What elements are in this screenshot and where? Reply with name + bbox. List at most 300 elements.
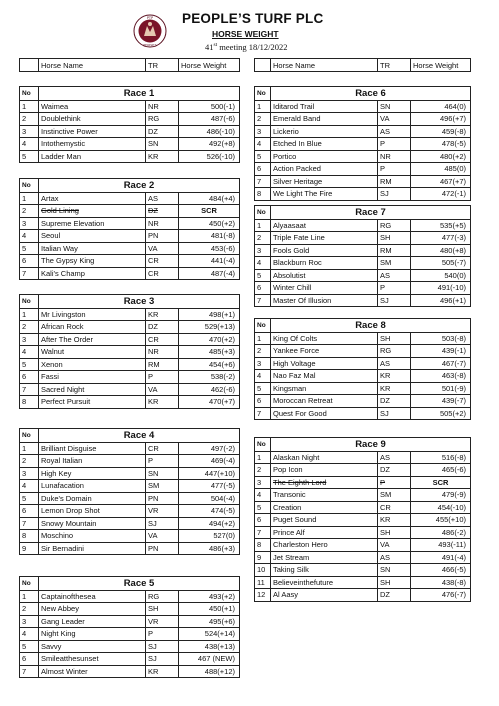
horse-name: Kingsman (271, 382, 378, 395)
horse-name: Triple Fate Line (271, 232, 378, 245)
race-header-row (255, 438, 471, 452)
trainer-code: SJ (378, 407, 411, 420)
horse-weight: 439(-1) (411, 345, 471, 358)
header-horse-weight: Horse Weight (179, 59, 240, 72)
horse-name: Smileatthesunset (39, 653, 146, 666)
horse-weight: 454(+6) (179, 358, 240, 371)
horse-weight: 540(0) (411, 269, 471, 282)
table-row (20, 150, 240, 163)
trainer-code: NR (378, 150, 411, 163)
horse-name: Believeinthefuture (271, 576, 378, 589)
table-row (255, 576, 471, 589)
horse-number: 7 (20, 517, 39, 530)
horse-number: 1 (20, 100, 39, 113)
race-table (254, 86, 471, 201)
table-row (20, 467, 240, 480)
horse-name: Al Aasy (271, 589, 378, 602)
horse-name: Absolutist (271, 269, 378, 282)
horse-name: Sacred Night (39, 383, 146, 396)
table-row (255, 332, 471, 345)
horse-number: 6 (20, 371, 39, 384)
horse-name: Royal Italian (39, 455, 146, 468)
race-header-row (20, 87, 240, 101)
header-tr: TR (146, 59, 179, 72)
trainer-code: NR (146, 100, 179, 113)
horse-name: Winter Chill (271, 282, 378, 295)
horse-name: Mr Livingston (39, 308, 146, 321)
race-table (19, 428, 240, 555)
trainer-code: AS (378, 269, 411, 282)
horse-weight: 497(-2) (179, 442, 240, 455)
horse-name: Almost Winter (39, 665, 146, 678)
horse-number: 3 (20, 615, 39, 628)
header-horse-weight: Horse Weight (411, 59, 471, 72)
trainer-code: SH (378, 526, 411, 539)
trainer-code: CR (146, 267, 179, 280)
horse-name: Artax (39, 192, 146, 205)
table-row (255, 244, 471, 257)
table-row (255, 100, 471, 113)
trainer-code: SH (378, 576, 411, 589)
horse-weight: 472(-1) (411, 188, 471, 201)
horse-weight: 467(+7) (411, 175, 471, 188)
horse-weight: 493(-11) (411, 539, 471, 552)
horse-number: 6 (20, 255, 39, 268)
horse-name: Intothemystic (39, 138, 146, 151)
table-row (255, 476, 471, 489)
trainer-code: VA (378, 113, 411, 126)
horse-number: 2 (255, 345, 271, 358)
horse-number: 5 (255, 269, 271, 282)
horse-number: 2 (20, 321, 39, 334)
trainer-code: SM (146, 480, 179, 493)
horse-name: Duke's Domain (39, 492, 146, 505)
trainer-code: CR (146, 442, 179, 455)
trainer-code: PN (146, 542, 179, 555)
horse-number: 3 (20, 333, 39, 346)
no-column-label: No (255, 206, 271, 220)
trainer-code: RM (378, 244, 411, 257)
horse-weight: 496(+1) (411, 294, 471, 307)
horse-name: We Light The Fire (271, 188, 378, 201)
horse-weight: 492(+8) (179, 138, 240, 151)
trainer-code: SJ (146, 517, 179, 530)
horse-weight: 477(-3) (411, 232, 471, 245)
horse-weight: 486(-10) (179, 125, 240, 138)
horse-number: 6 (20, 505, 39, 518)
horse-weight: 505(-7) (411, 257, 471, 270)
horse-weight: 501(-9) (411, 382, 471, 395)
horse-number: 8 (20, 396, 39, 409)
horse-number: 2 (255, 113, 271, 126)
trainer-code: RG (378, 345, 411, 358)
horse-name: Pop Icon (271, 464, 378, 477)
trainer-code: P (146, 371, 179, 384)
no-column-label: No (255, 87, 271, 101)
table-row (20, 308, 240, 321)
horse-number: 3 (20, 217, 39, 230)
horse-weight: 498(+1) (179, 308, 240, 321)
table-row (20, 125, 240, 138)
table-row (20, 603, 240, 616)
horse-weight: 476(-7) (411, 589, 471, 602)
horse-name: After The Order (39, 333, 146, 346)
horse-number: 1 (20, 590, 39, 603)
trainer-code: KR (146, 396, 179, 409)
horse-name: Doublethink (39, 113, 146, 126)
table-row (20, 217, 240, 230)
horse-weight: 524(+14) (179, 628, 240, 641)
document-title: HORSE WEIGHT (212, 29, 279, 39)
horse-number: 5 (255, 501, 271, 514)
horse-weight: 526(-10) (179, 150, 240, 163)
trainer-code: SJ (378, 294, 411, 307)
horse-weight: 463(-8) (411, 370, 471, 383)
horse-name: Alyaasaat (271, 219, 378, 232)
race-title: Race 8 (271, 319, 471, 333)
horse-name: High Voltage (271, 357, 378, 370)
horse-name: Action Packed (271, 163, 378, 176)
horse-number: 8 (20, 530, 39, 543)
table-row (255, 232, 471, 245)
horse-name: Gang Leader (39, 615, 146, 628)
horse-number: 10 (255, 564, 271, 577)
horse-name: African Rock (39, 321, 146, 334)
horse-name: Instinctive Power (39, 125, 146, 138)
horse-name: Italian Way (39, 242, 146, 255)
trainer-code: P (378, 163, 411, 176)
table-row (20, 653, 240, 666)
no-column-label: No (20, 87, 39, 101)
horse-name: Sir Bernadini (39, 542, 146, 555)
trainer-code: VA (146, 530, 179, 543)
horse-number: 5 (255, 150, 271, 163)
horse-weight: 439(-7) (411, 395, 471, 408)
trainer-code: DZ (378, 395, 411, 408)
trainer-code: P (378, 282, 411, 295)
horse-number: 8 (255, 188, 271, 201)
horse-name: Captainofthesea (39, 590, 146, 603)
horse-number: 5 (20, 150, 39, 163)
horse-number: 4 (255, 257, 271, 270)
no-column-label: No (20, 429, 39, 443)
horse-name: Nao Faz Mal (271, 370, 378, 383)
horse-weight: 480(+8) (411, 244, 471, 257)
horse-number: 4 (255, 489, 271, 502)
race-table (19, 86, 240, 163)
horse-name: Blackburn Roc (271, 257, 378, 270)
horse-weight: 453(-6) (179, 242, 240, 255)
horse-name: Yankee Force (271, 345, 378, 358)
trainer-code: DZ (378, 464, 411, 477)
trainer-code: P (378, 476, 411, 489)
horse-weight: 504(-4) (179, 492, 240, 505)
table-row (255, 113, 471, 126)
table-row (20, 242, 240, 255)
horse-number: 1 (20, 442, 39, 455)
header-tr: TR (378, 59, 411, 72)
table-row (20, 267, 240, 280)
horse-weight: 465(-6) (411, 464, 471, 477)
horse-weight: 488(+12) (179, 665, 240, 678)
horse-weight: 500(-1) (179, 100, 240, 113)
table-row (20, 517, 240, 530)
horse-name: Lemon Drop Shot (39, 505, 146, 518)
trainer-code: AS (146, 192, 179, 205)
table-row (255, 564, 471, 577)
table-row (255, 382, 471, 395)
race-header-row (255, 87, 471, 101)
horse-name: Prince Alf (271, 526, 378, 539)
race-header-row (255, 206, 471, 220)
horse-number: 1 (255, 100, 271, 113)
trainer-code: SH (146, 603, 179, 616)
svg-text:PEOPLE'S: PEOPLE'S (143, 43, 157, 47)
horse-number: 1 (20, 308, 39, 321)
horse-number: 4 (255, 138, 271, 151)
horse-weight: 486(-2) (411, 526, 471, 539)
horse-weight: 538(-2) (179, 371, 240, 384)
horse-name: Snowy Mountain (39, 517, 146, 530)
table-row (255, 357, 471, 370)
horse-weight: 464(0) (411, 100, 471, 113)
horse-weight: 479(-9) (411, 489, 471, 502)
trainer-code: KR (378, 514, 411, 527)
horse-number: 2 (255, 232, 271, 245)
horse-number: 4 (20, 480, 39, 493)
table-row (20, 640, 240, 653)
horse-weight: 493(+2) (179, 590, 240, 603)
horse-number: 5 (20, 242, 39, 255)
horse-name: Lickerio (271, 125, 378, 138)
trainer-code: DZ (146, 205, 179, 218)
column-header-right (254, 58, 471, 72)
trainer-code: KR (378, 382, 411, 395)
trainer-code: VA (146, 242, 179, 255)
horse-number: 6 (255, 395, 271, 408)
trainer-code: KR (378, 370, 411, 383)
horse-weight: 450(+2) (179, 217, 240, 230)
company-title: PEOPLE’S TURF PLC (182, 11, 324, 26)
horse-name: High Key (39, 467, 146, 480)
svg-text:PTP: PTP (146, 16, 154, 20)
horse-weight: 529(+13) (179, 321, 240, 334)
trainer-code: SM (378, 257, 411, 270)
trainer-code: P (146, 455, 179, 468)
horse-number: 9 (255, 551, 271, 564)
horse-number: 2 (20, 113, 39, 126)
horse-name: Moschino (39, 530, 146, 543)
horse-number: 3 (255, 125, 271, 138)
trainer-code: RG (146, 113, 179, 126)
horse-name: Emerald Band (271, 113, 378, 126)
table-row (20, 346, 240, 359)
trainer-code: CR (146, 255, 179, 268)
table-row (20, 542, 240, 555)
trainer-code: CR (146, 333, 179, 346)
trainer-code: VR (146, 505, 179, 518)
race-table (19, 178, 240, 280)
column-header-left (19, 58, 240, 72)
horse-weight: 467(-7) (411, 357, 471, 370)
trainer-code: SN (146, 138, 179, 151)
horse-name: Supreme Elevation (39, 217, 146, 230)
horse-name: Kali's Champ (39, 267, 146, 280)
horse-weight: 474(-5) (179, 505, 240, 518)
horse-name: The Gypsy King (39, 255, 146, 268)
race-table (254, 318, 471, 420)
horse-name: New Abbey (39, 603, 146, 616)
table-row (20, 480, 240, 493)
no-column-label: No (20, 295, 39, 309)
horse-number: 7 (255, 294, 271, 307)
table-row (255, 370, 471, 383)
horse-weight: 438(-8) (411, 576, 471, 589)
horse-weight: 485(+3) (179, 346, 240, 359)
no-column-label: No (255, 319, 271, 333)
horse-weight: 491(-10) (411, 282, 471, 295)
table-row (20, 665, 240, 678)
horse-name: King Of Colts (271, 332, 378, 345)
race-title: Race 3 (39, 295, 240, 309)
horse-number: 2 (20, 205, 39, 218)
trainer-code: DZ (146, 321, 179, 334)
horse-name: The Eighth Lord (271, 476, 378, 489)
horse-number: 7 (255, 407, 271, 420)
table-row (255, 150, 471, 163)
horse-weight: 455(+10) (411, 514, 471, 527)
trainer-code: SH (378, 332, 411, 345)
table-row (20, 530, 240, 543)
horse-weight: 487(-6) (179, 113, 240, 126)
race-title: Race 1 (39, 87, 240, 101)
table-row (20, 628, 240, 641)
horse-number: 12 (255, 589, 271, 602)
table-row (20, 615, 240, 628)
horse-weight: 491(-4) (411, 551, 471, 564)
horse-weight: 459(-8) (411, 125, 471, 138)
horse-weight: 441(-4) (179, 255, 240, 268)
table-row (255, 451, 471, 464)
table-row (20, 590, 240, 603)
table-row (20, 442, 240, 455)
horse-weight: 487(-4) (179, 267, 240, 280)
header-horse-name: Horse Name (271, 59, 378, 72)
race-table (254, 205, 471, 307)
race-header-row (20, 295, 240, 309)
trainer-code: P (146, 628, 179, 641)
horse-name: Jet Stream (271, 551, 378, 564)
horse-number: 3 (20, 125, 39, 138)
horse-number: 4 (20, 628, 39, 641)
trainer-code: SN (378, 564, 411, 577)
horse-number: 4 (20, 346, 39, 359)
trainer-code: RM (378, 175, 411, 188)
race-table (254, 437, 471, 602)
horse-weight: 470(+7) (179, 396, 240, 409)
trainer-code: KR (146, 150, 179, 163)
header-horse-name: Horse Name (39, 59, 146, 72)
horse-number: 7 (255, 175, 271, 188)
horse-number: 5 (255, 382, 271, 395)
horse-number: 3 (255, 476, 271, 489)
horse-name: Transonic (271, 489, 378, 502)
no-column-label: No (20, 179, 39, 193)
horse-number: 7 (20, 665, 39, 678)
trainer-code: P (378, 138, 411, 151)
table-row (20, 492, 240, 505)
race-table (19, 576, 240, 678)
trainer-code: DZ (146, 125, 179, 138)
horse-name: Savvy (39, 640, 146, 653)
horse-number: 3 (20, 467, 39, 480)
table-row (255, 514, 471, 527)
horse-number: 2 (20, 603, 39, 616)
horse-number: 2 (255, 464, 271, 477)
horse-number: 8 (255, 539, 271, 552)
trainer-code: RG (146, 590, 179, 603)
table-row (20, 255, 240, 268)
trainer-code: SM (378, 489, 411, 502)
table-row (255, 282, 471, 295)
trainer-code: SN (378, 100, 411, 113)
table-row (255, 219, 471, 232)
trainer-code: VA (146, 383, 179, 396)
race-title: Race 6 (271, 87, 471, 101)
trainer-code: SJ (378, 188, 411, 201)
horse-name: Master Of Illusion (271, 294, 378, 307)
horse-number: 4 (20, 138, 39, 151)
horse-name: Gold Lining (39, 205, 146, 218)
trainer-code: SH (378, 232, 411, 245)
trainer-code: SJ (146, 640, 179, 653)
table-row (255, 526, 471, 539)
race-title: Race 4 (39, 429, 240, 443)
horse-name: Taking Silk (271, 564, 378, 577)
table-row (20, 333, 240, 346)
horse-name: Lunafacation (39, 480, 146, 493)
meeting-info: 41st meeting 18/12/2022 (205, 42, 288, 52)
horse-weight: 478(-5) (411, 138, 471, 151)
horse-name: Walnut (39, 346, 146, 359)
table-row (255, 138, 471, 151)
horse-weight: 496(+7) (411, 113, 471, 126)
trainer-code: AS (378, 551, 411, 564)
horse-weight: 485(0) (411, 163, 471, 176)
table-row (255, 501, 471, 514)
table-row (20, 321, 240, 334)
table-row (20, 138, 240, 151)
trainer-code: PN (146, 492, 179, 505)
table-row (20, 371, 240, 384)
trainer-code: KR (146, 308, 179, 321)
table-row (20, 100, 240, 113)
trainer-code: SN (146, 467, 179, 480)
horse-weight: 484(+4) (179, 192, 240, 205)
table-row (255, 464, 471, 477)
table-row (20, 205, 240, 218)
table-row (255, 188, 471, 201)
horse-number: 1 (255, 451, 271, 464)
trainer-code: PN (146, 230, 179, 243)
horse-weight: 438(+13) (179, 640, 240, 653)
trainer-code: VA (378, 539, 411, 552)
horse-weight: 466(-5) (411, 564, 471, 577)
horse-name: Portico (271, 150, 378, 163)
horse-weight: 516(-8) (411, 451, 471, 464)
race-title: Race 7 (271, 206, 471, 220)
horse-weight: 480(+2) (411, 150, 471, 163)
